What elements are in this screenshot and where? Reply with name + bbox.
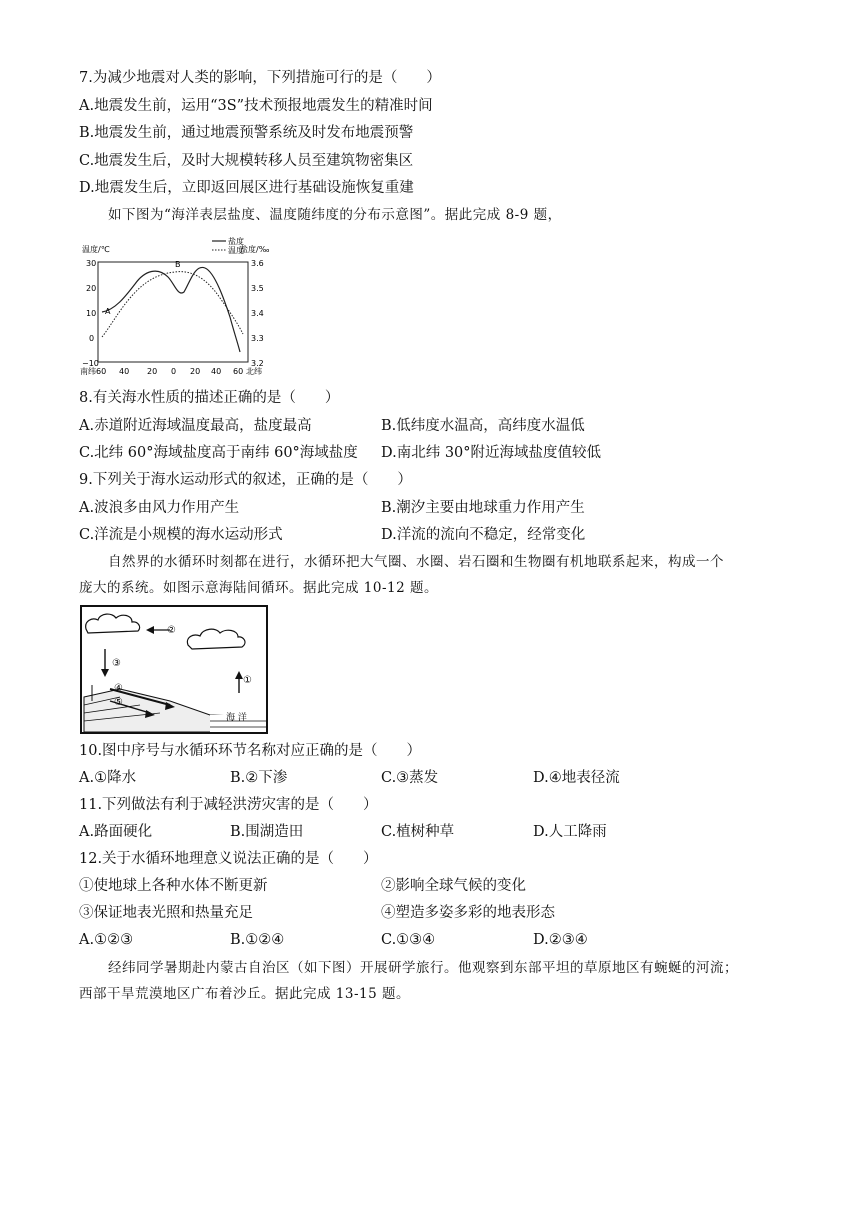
point-b-label: B [175, 260, 181, 269]
x-tick-s20: 20 [147, 367, 158, 376]
q12-statement-1: ①使地球上各种水体不断更新 [79, 878, 268, 894]
label-1: ① [243, 675, 252, 686]
q12-option-a: A.①②③ [79, 932, 134, 948]
temperature-curve [102, 272, 243, 337]
ocean-label: 海 洋 [226, 713, 247, 723]
q8-option-d: D.南北纬 30°附近海域盐度值较低 [381, 445, 602, 461]
left-tick-20: 20 [86, 284, 97, 293]
x-tick-0: 0 [171, 367, 177, 376]
x-tick-s60: 南纬60 [80, 367, 107, 376]
q7-stem: 7.为减少地震对人类的影响，下列措施可行的是（ ） [79, 70, 441, 86]
q12-statement-3: ③保证地表光照和热量充足 [79, 905, 253, 921]
x-tick-s40: 40 [119, 367, 130, 376]
q7-option-a: A.地震发生前，运用“3S”技术预报地震发生的精准时间 [79, 98, 433, 114]
label-2: ② [167, 625, 176, 636]
left-tick-minus10: −10 [82, 359, 99, 368]
intro-10-12-line1: 自然界的水循环时刻都在进行，水循环把大气圈、水圈、岩石圈和生物圈有机地联系起来，构成一个 [108, 554, 724, 570]
q12-option-c: C.①③④ [381, 932, 436, 948]
q7-option-b: B.地震发生前，通过地震预警系统及时发布地震预警 [79, 125, 414, 141]
q9-option-b: B.潮汐主要由地球重力作用产生 [381, 500, 585, 516]
q11-option-d: D.人工降雨 [533, 824, 607, 840]
x-tick-n20: 20 [190, 367, 201, 376]
intro-8-9: 如下图为“海洋表层盐度、温度随纬度的分布示意图”。据此完成 8-9 题， [108, 207, 562, 223]
intro-13-15-line2: 西部干旱荒漠地区广布着沙丘。据此完成 13-15 题。 [79, 986, 410, 1002]
x-tick-n40: 40 [211, 367, 222, 376]
intro-10-12-line2: 庞大的系统。如图示意海陆间循环。据此完成 10-12 题。 [79, 580, 438, 596]
q11-option-b: B.围湖造田 [230, 824, 304, 840]
label-3: ③ [112, 658, 121, 669]
chart-left-axis-label: 温度/℃ [82, 245, 110, 254]
x-tick-n60: 60 [233, 367, 244, 376]
q10-option-c: C.③蒸发 [381, 770, 439, 786]
q8-option-b: B.低纬度水温高，高纬度水温低 [381, 418, 585, 434]
intro-13-15-line1: 经纬同学暑期赴内蒙古自治区（如下图）开展研学旅行。他观察到东部平坦的草原地区有蜿蜒的河流； [108, 960, 738, 976]
left-tick-0: 0 [89, 334, 95, 343]
q7-option-d: D.地震发生后，立即返回展区进行基础设施恢复重建 [79, 180, 414, 196]
q8-option-a: A.赤道附近海域温度最高，盐度最高 [79, 418, 312, 434]
q10-option-d: D.④地表径流 [533, 770, 620, 786]
left-tick-10: 10 [86, 309, 97, 318]
q11-option-a: A.路面硬化 [79, 824, 153, 840]
right-tick-3-5: 3.5 [251, 284, 264, 293]
q12-statement-2: ②影响全球气候的变化 [381, 878, 526, 894]
point-a-label: A [105, 307, 111, 316]
salinity-temperature-chart [80, 232, 280, 380]
chart-right-axis-label: 盐度/‰ [240, 245, 270, 254]
q11-option-c: C.植树种草 [381, 824, 455, 840]
legend-salinity: 盐度 [228, 237, 244, 246]
q11-stem: 11.下列做法有利于减轻洪涝灾害的是（ ） [79, 797, 378, 813]
q12-option-b: B.①②④ [230, 932, 285, 948]
right-tick-3-3: 3.3 [251, 334, 264, 343]
q9-option-a: A.波浪多由风力作用产生 [79, 500, 240, 516]
left-tick-30: 30 [86, 259, 97, 268]
salinity-curve [102, 267, 240, 352]
q8-stem: 8.有关海水性质的描述正确的是（ ） [79, 390, 340, 406]
q10-stem: 10.图中序号与水循环环节名称对应正确的是（ ） [79, 743, 422, 759]
water-cycle-diagram [80, 605, 268, 735]
q10-option-b: B.②下渗 [230, 770, 288, 786]
legend-temperature: 温度 [228, 246, 244, 255]
chart-frame [98, 262, 248, 362]
q12-statement-4: ④塑造多姿多彩的地表形态 [381, 905, 555, 921]
q9-stem: 9.下列关于海水运动形式的叙述，正确的是（ ） [79, 472, 412, 488]
q8-option-c: C.北纬 60°海域盐度高于南纬 60°海域盐度 [79, 445, 358, 461]
right-tick-3-2: 3.2 [251, 359, 264, 368]
label-4: ④ [114, 683, 123, 694]
q9-option-c: C.洋流是小规模的海水运动形式 [79, 527, 283, 543]
x-tick-north: 北纬 [246, 367, 262, 376]
q12-stem: 12.关于水循环地理意义说法正确的是（ ） [79, 851, 378, 867]
right-tick-3-4: 3.4 [251, 309, 264, 318]
q12-option-d: D.②③④ [533, 932, 588, 948]
q7-option-c: C.地震发生后，及时大规模转移人员至建筑物密集区 [79, 153, 414, 169]
label-5: ⑤ [114, 697, 123, 708]
q9-option-d: D.洋流的流向不稳定，经常变化 [381, 527, 586, 543]
q10-option-a: A.①降水 [79, 770, 137, 786]
right-tick-3-6: 3.6 [251, 259, 264, 268]
